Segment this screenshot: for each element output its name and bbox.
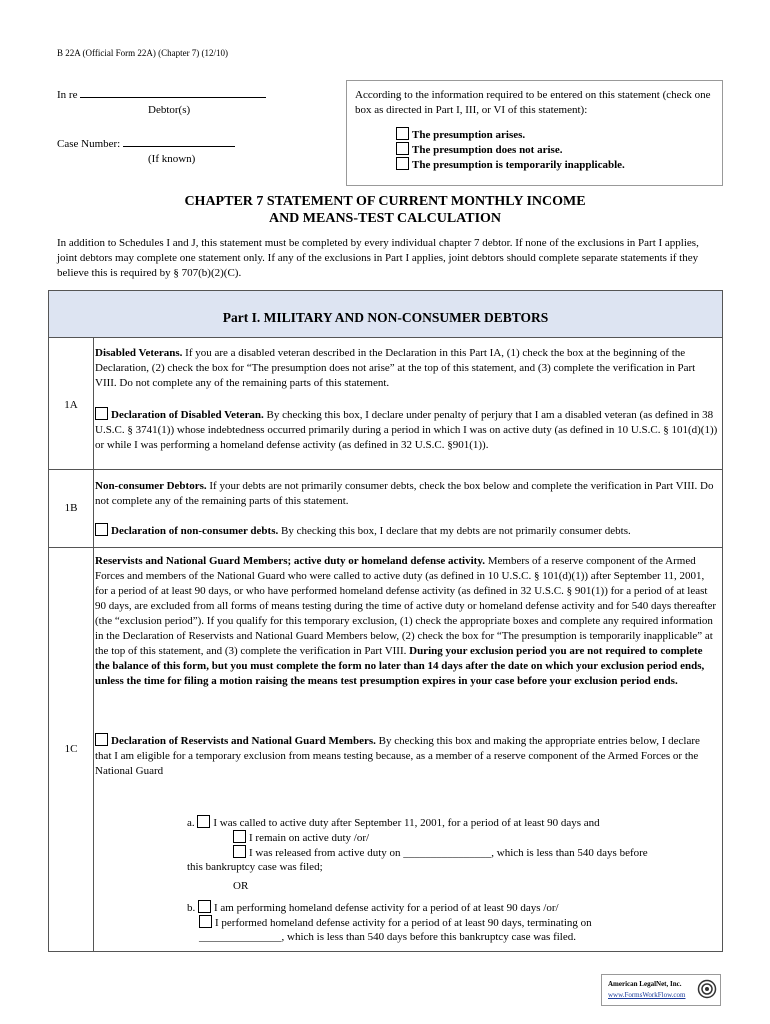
- option-a: a. I was called to active duty after September 11, 2001, for a period of at least 90 days and: [187, 817, 600, 829]
- case-number-line: [57, 137, 235, 152]
- option-a-sub2: I was released from active duty on ________________, which is less than 540 days before: [233, 845, 648, 861]
- checkbox-a-sub2[interactable]: [233, 845, 246, 858]
- option-a-sub2-cont: this bankruptcy case was filed;: [187, 861, 323, 873]
- row-1c-declaration: Declaration of Reservists and National Guard Members. By checking this box and making the appropriate entries below, I declare that I am eligible for a temporary exclusion from means testing because, as a member of a reserve component of the Armed Forces or the National Guard: [95, 735, 700, 777]
- case-number-label: Case Number:: [57, 138, 121, 150]
- presumption-option-arises[interactable]: The presumption arises.: [396, 127, 525, 143]
- presumption-option-not-arise[interactable]: The presumption does not arise.: [396, 142, 562, 158]
- row-1a-text: Disabled Veterans. If you are a disabled veteran described in the Declaration in this Part IA, (1) check the box at the beginning of the Declaration, (2) check the box for “The presumption does not arise” at the top of this statement, and (3) complete the verification in Part VIII. Do not complete any of the remaining parts of this statement.: [95, 347, 696, 389]
- in-re-line: [57, 88, 266, 103]
- row-1b-text: Non-consumer Debtors. If your debts are not primarily consumer debts, check the box below and complete the verification in Part VIII. Do not complete any of the remaining parts of this statement.: [95, 480, 714, 507]
- part1-title: Part I. MILITARY AND NON-CONSUMER DEBTORS: [49, 291, 722, 338]
- or-label: OR: [233, 880, 249, 892]
- intro-text: In addition to Schedules I and J, this statement must be completed by every individual chapter 7 debtor. If none of the exclusions in Part I applies, joint debtors may complete one statement only. If any of the exclusions in Part I applies, joint debtors should complete separate statements if they believe this is required by § 707(b)(2)(C).: [57, 237, 699, 279]
- footer-url[interactable]: www.FormsWorkFlow.com: [608, 991, 686, 999]
- checkbox[interactable]: [396, 142, 409, 155]
- row-1b-label: 1B: [64, 502, 78, 514]
- presumption-option-inapplicable[interactable]: The presumption is temporarily inapplicable.: [396, 157, 625, 173]
- footer-brand-box: [601, 974, 721, 1006]
- presumption-box: [346, 80, 723, 186]
- row-1c-label: 1C: [64, 743, 78, 755]
- checkbox[interactable]: [396, 127, 409, 140]
- case-number-field[interactable]: [123, 146, 235, 147]
- checkbox-a-sub1[interactable]: [233, 830, 246, 843]
- row-1b-declaration: Declaration of non-consumer debts. By checking this box, I declare that my debts are not primarily consumer debts.: [95, 523, 719, 539]
- checkbox-b-sub1[interactable]: [199, 915, 212, 928]
- logo-icon: [697, 978, 717, 1000]
- form-id: B 22A (Official Form 22A) (Chapter 7) (12/10): [57, 48, 229, 58]
- presumption-intro: According to the information required to be entered on this statement (check one box as directed in Part I, III, or VI of this statement):: [355, 89, 711, 116]
- footer-brand: American LegalNet, Inc.: [608, 980, 682, 988]
- page-title: CHAPTER 7 STATEMENT OF CURRENT MONTHLY INCOME AND MEANS-TEST CALCULATION: [184, 194, 586, 226]
- checkbox-non-consumer[interactable]: [95, 523, 108, 536]
- part1-table: [48, 290, 723, 952]
- checkbox[interactable]: [396, 157, 409, 170]
- option-b: b. I am performing homeland defense activity for a period of at least 90 days /or/: [187, 902, 559, 914]
- row-1a-declaration: Declaration of Disabled Veteran. By checking this box, I declare under penalty of perjury that I am a disabled veteran (as defined in 38 U.S.C. § 3741(1)) whose indebtedness occurred primarily during a period in which I was on active duty (as defined in 10 U.S.C. § 101(d)(1)) or while I was performing a homeland defense activity (as defined in 32 U.S.C. §901(1)).: [95, 409, 718, 451]
- option-b-sub2: _______________, which is less than 540 days before this bankruptcy case was filed.: [199, 931, 576, 943]
- checkbox-reservists[interactable]: [95, 733, 108, 746]
- row-1c-text: Reservists and National Guard Members; active duty or homeland defense activity. Members of a reserve component of the Armed Forces and members of the National Guard who were called to active duty (as defined in 10 U.S.C. § 101(d)(1)) after September 11, 2001, for a period of at least 90 days, or who have performed homeland defense activity (as defined in 32 U.S.C. § 901(1)) for a period of at least 90 days, are excluded from all forms of means testing during the time of active duty or homeland defense activity and for 540 days thereafter (the “exclusion period”). If you qualify for this temporary exclusion, (1) check the appropriate boxes and complete any required information in the Declaration of Reservists and National Guard Members below, (2) check the box for “The presumption is temporarily inapplicable” at the top of this statement, and (3) complete the verification in Part VIII. During your exclusion period you are not required to complete the balance of this form, but you must complete the form no later than 14 days after the date on which your exclusion period ends, unless the time for filing a motion raising the means test presumption expires in your case before your exclusion period ends.: [95, 555, 716, 687]
- row-1a-label: 1A: [64, 399, 78, 411]
- debtor-name-field[interactable]: [80, 97, 266, 98]
- checkbox-b[interactable]: [198, 900, 211, 913]
- checkbox-a[interactable]: [197, 815, 210, 828]
- in-re-label: In re: [57, 89, 78, 101]
- checkbox-disabled-veteran[interactable]: [95, 407, 108, 420]
- option-a-sub1: I remain on active duty /or/: [233, 830, 369, 846]
- if-known-label: (If known): [148, 153, 196, 165]
- option-b-sub1: I performed homeland defense activity for a period of at least 90 days, terminating on: [199, 915, 592, 931]
- debtor-label: Debtor(s): [148, 104, 191, 116]
